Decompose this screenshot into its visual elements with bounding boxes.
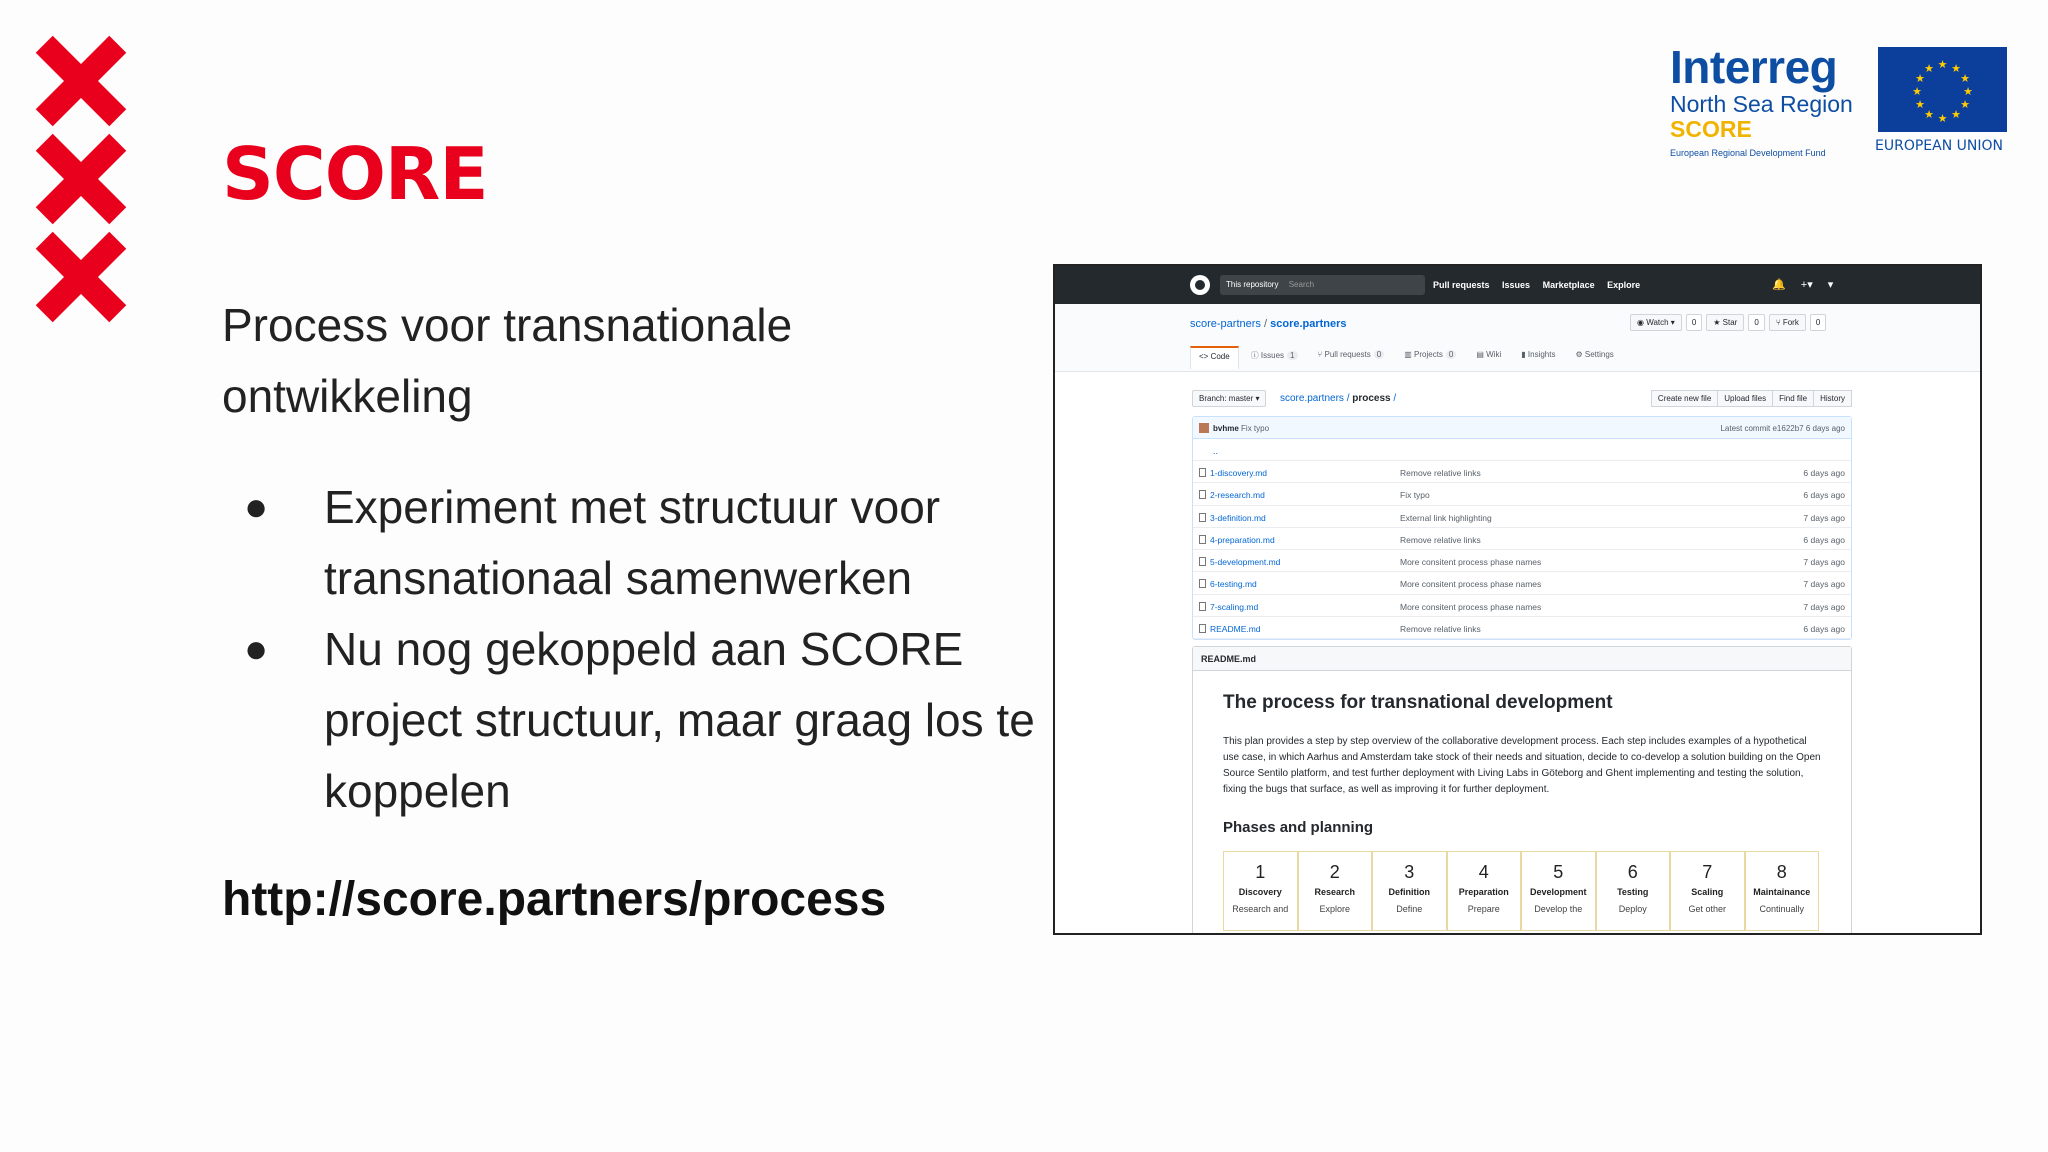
file-icon bbox=[1199, 557, 1206, 566]
file-name-link[interactable]: 2-research.md bbox=[1210, 490, 1265, 501]
phase-name: Testing bbox=[1617, 887, 1649, 897]
nav-issues[interactable]: Issues bbox=[1502, 280, 1531, 290]
file-row[interactable] bbox=[1193, 595, 1851, 617]
star-button[interactable]: ★ Star bbox=[1706, 314, 1744, 331]
svg-text:★: ★ bbox=[1937, 58, 1948, 71]
nav-explore[interactable]: Explore bbox=[1607, 280, 1641, 290]
file-table bbox=[1192, 416, 1852, 640]
svg-text:★: ★ bbox=[1912, 85, 1922, 98]
file-row[interactable] bbox=[1193, 528, 1851, 550]
github-screenshot bbox=[1053, 264, 1982, 935]
file-age: 7 days ago bbox=[1803, 601, 1845, 612]
eu-stars-icon bbox=[1878, 47, 2007, 132]
watch-count[interactable]: 0 bbox=[1686, 314, 1702, 331]
logo-brand: Interreg bbox=[1670, 41, 1838, 93]
tab-issues-label: ⓘ Issues bbox=[1250, 351, 1285, 360]
fork-button[interactable]: ⑂ Fork bbox=[1769, 314, 1806, 331]
phase-name: Definition bbox=[1388, 887, 1430, 897]
file-buttons bbox=[1652, 390, 1852, 407]
file-icon bbox=[1199, 624, 1206, 633]
repo-actions bbox=[1630, 314, 1826, 331]
breadcrumb-trail: / bbox=[1393, 393, 1397, 404]
nav-marketplace[interactable]: Marketplace bbox=[1542, 280, 1595, 290]
phases-table bbox=[1223, 851, 1819, 931]
top-nav bbox=[1433, 280, 1650, 290]
phase-number: 3 bbox=[1404, 862, 1415, 882]
phase-cell bbox=[1596, 851, 1671, 931]
phase-name: Research bbox=[1314, 887, 1356, 897]
phase-cell bbox=[1447, 851, 1522, 931]
file-age: 6 days ago bbox=[1803, 490, 1845, 501]
file-age: 7 days ago bbox=[1803, 512, 1845, 523]
phase-number: 6 bbox=[1627, 862, 1638, 882]
issues-count: 1 bbox=[1287, 351, 1297, 360]
file-name-link[interactable]: 4-preparation.md bbox=[1210, 534, 1275, 545]
phase-cell bbox=[1298, 851, 1373, 931]
file-name-link[interactable]: 1-discovery.md bbox=[1210, 468, 1267, 478]
cross-icon bbox=[38, 38, 124, 124]
search-scope: This repository bbox=[1226, 280, 1279, 289]
phase-description: Explore bbox=[1319, 904, 1350, 914]
bullet-icon: ● bbox=[244, 627, 269, 671]
readme-paragraph: This plan provides a step by step overview of the collaborative development process. Each step includes examples of a hypothetical use case, in which Aarhus and Amsterdam take stock of their needs and situation, decide to co-develop a solution building on the Open Source Sentilo platform, and test further deployment with Living Labs in Göteborg and Ghent implementing and testing the solution, fixing the bugs that surface, as well as improving it for further deployment. bbox=[1223, 736, 1821, 795]
header-right bbox=[1772, 278, 1845, 291]
tab-wiki[interactable]: ▤ Wiki bbox=[1476, 350, 1502, 359]
logo-region: North Sea Region bbox=[1670, 91, 1853, 117]
process-url-link[interactable]: http://score.partners/process bbox=[222, 873, 887, 926]
file-row[interactable] bbox=[1193, 506, 1851, 528]
branch-select[interactable]: Branch: master ▾ bbox=[1192, 390, 1266, 407]
phase-description: Define bbox=[1396, 904, 1423, 914]
svg-text:★: ★ bbox=[1960, 98, 1970, 111]
phase-name: Scaling bbox=[1691, 887, 1724, 897]
file-name-link[interactable]: 7-scaling.md bbox=[1210, 601, 1259, 612]
cross-icon bbox=[38, 234, 124, 320]
slide-intro: Process voor transnationale ontwikkeling bbox=[222, 299, 793, 422]
breadcrumb-repo-link[interactable]: score.partners bbox=[1280, 393, 1344, 404]
svg-text:★: ★ bbox=[1963, 85, 1973, 98]
tab-projects-label: ▥ Projects bbox=[1404, 350, 1443, 359]
tab-pull-requests[interactable] bbox=[1310, 346, 1393, 369]
svg-text:★: ★ bbox=[1915, 98, 1925, 111]
file-icon bbox=[1199, 579, 1206, 588]
phase-cell bbox=[1745, 851, 1820, 931]
logo-fund: European Regional Development Fund bbox=[1670, 148, 1826, 158]
file-commit-message[interactable]: More consitent process phase names bbox=[1400, 601, 1542, 612]
phase-name: Discovery bbox=[1238, 887, 1282, 897]
file-age: 6 days ago bbox=[1803, 534, 1845, 545]
tab-settings[interactable]: ⚙ Settings bbox=[1575, 350, 1614, 359]
phase-name: Preparation bbox=[1458, 887, 1509, 897]
commit-message[interactable]: Fix typo bbox=[1241, 424, 1270, 433]
phase-number: 8 bbox=[1776, 862, 1787, 882]
file-commit-message[interactable]: Remove relative links bbox=[1400, 534, 1481, 545]
phase-cell bbox=[1223, 851, 1298, 931]
file-icon bbox=[1199, 535, 1206, 544]
repo-header bbox=[1055, 304, 1980, 372]
file-row[interactable] bbox=[1193, 572, 1851, 594]
latest-commit[interactable]: Latest commit e1622b7 6 days ago bbox=[1720, 424, 1845, 433]
bell-icon[interactable]: 🔔 bbox=[1772, 279, 1786, 291]
readme-subtitle: Phases and planning bbox=[1223, 819, 1374, 836]
tab-pulls-label: ⑂ Pull requests bbox=[1317, 350, 1371, 359]
file-icon bbox=[1199, 513, 1206, 522]
file-age: 7 days ago bbox=[1803, 579, 1845, 590]
star-count[interactable]: 0 bbox=[1748, 314, 1764, 331]
readme-header: README.md bbox=[1193, 647, 1851, 671]
phase-number: 1 bbox=[1255, 862, 1266, 882]
latest-commit-bar bbox=[1193, 417, 1851, 439]
github-logo-icon[interactable] bbox=[1190, 275, 1210, 295]
search-input[interactable] bbox=[1220, 275, 1425, 295]
file-row[interactable] bbox=[1193, 617, 1851, 639]
file-navigation bbox=[1192, 390, 1852, 410]
watch-button[interactable]: ◉ Watch ▾ bbox=[1630, 314, 1682, 331]
tab-projects[interactable] bbox=[1396, 346, 1464, 369]
readme-title: The process for transnational development bbox=[1223, 692, 1613, 713]
phase-description: Research and bbox=[1232, 904, 1289, 914]
upload-files-button[interactable]: Upload files bbox=[1717, 390, 1773, 407]
phase-description: Deploy bbox=[1618, 904, 1647, 914]
bullet-item bbox=[240, 472, 1040, 614]
breadcrumb-separator: / bbox=[1346, 393, 1350, 404]
file-row[interactable] bbox=[1193, 483, 1851, 505]
phase-number: 5 bbox=[1553, 862, 1564, 882]
commit-info bbox=[1213, 424, 1269, 433]
logo-text bbox=[1670, 41, 1870, 158]
bullet-icon: ● bbox=[244, 485, 269, 529]
svg-text:★: ★ bbox=[1924, 108, 1934, 121]
cross-icon bbox=[38, 136, 124, 222]
tab-insights[interactable]: ▮ Insights bbox=[1521, 350, 1556, 359]
phase-cell bbox=[1521, 851, 1596, 931]
phase-description: Develop the bbox=[1534, 904, 1583, 914]
file-age: 7 days ago bbox=[1803, 557, 1845, 568]
tab-issues[interactable] bbox=[1243, 346, 1306, 369]
file-icon bbox=[1199, 602, 1206, 611]
commit-author[interactable]: bvhme bbox=[1213, 424, 1239, 433]
file-icon bbox=[1199, 468, 1206, 477]
github-header bbox=[1055, 266, 1980, 304]
search-placeholder: Search bbox=[1288, 280, 1315, 289]
bullet-list bbox=[240, 472, 1040, 827]
phase-description: Continually bbox=[1759, 904, 1805, 914]
logo-eu-label: EUROPEAN UNION bbox=[1875, 138, 2003, 154]
phase-cell bbox=[1670, 851, 1745, 931]
repo-name-link[interactable]: score.partners bbox=[1270, 318, 1347, 330]
svg-text:★: ★ bbox=[1937, 112, 1948, 125]
svg-text:★: ★ bbox=[1915, 72, 1925, 85]
find-file-button[interactable]: Find file bbox=[1772, 390, 1814, 407]
file-commit-message[interactable]: Remove relative links bbox=[1400, 468, 1481, 478]
phase-number: 7 bbox=[1702, 862, 1713, 882]
slide-title: SCORE bbox=[222, 132, 488, 216]
repo-owner-link[interactable]: score-partners bbox=[1190, 318, 1261, 330]
bullet-item bbox=[240, 614, 1040, 827]
tab-code[interactable]: <> Code bbox=[1190, 346, 1239, 369]
author-avatar bbox=[1199, 423, 1209, 433]
pulls-count: 0 bbox=[1374, 350, 1384, 359]
readme-panel bbox=[1192, 646, 1852, 935]
fork-count[interactable]: 0 bbox=[1810, 314, 1826, 331]
svg-text:★: ★ bbox=[1951, 62, 1961, 75]
phase-number: 2 bbox=[1329, 862, 1340, 882]
svg-text:★: ★ bbox=[1924, 62, 1934, 75]
phase-description: Get other bbox=[1688, 904, 1727, 914]
file-name-link[interactable]: README.md bbox=[1210, 624, 1261, 635]
projects-count: 0 bbox=[1446, 350, 1456, 359]
file-row[interactable] bbox=[1193, 461, 1851, 483]
repo-path bbox=[1190, 318, 1347, 330]
repo-tabs bbox=[1190, 346, 1626, 369]
interreg-logo bbox=[1670, 41, 2010, 162]
parent-directory-link[interactable]: .. bbox=[1193, 439, 1851, 461]
eu-flag-icon bbox=[1878, 47, 2007, 132]
svg-text:★: ★ bbox=[1960, 72, 1970, 85]
file-icon bbox=[1199, 490, 1206, 499]
file-commit-message[interactable]: Remove relative links bbox=[1400, 624, 1481, 635]
file-name-link[interactable]: 3-definition.md bbox=[1210, 512, 1266, 523]
breadcrumb bbox=[1280, 393, 1396, 404]
file-commit-message[interactable]: More consitent process phase names bbox=[1400, 579, 1542, 590]
amsterdam-crosses bbox=[38, 38, 124, 332]
phase-cell bbox=[1372, 851, 1447, 931]
phase-name: Maintainance bbox=[1753, 887, 1811, 897]
file-commit-message[interactable]: More consitent process phase names bbox=[1400, 557, 1542, 568]
bullet-text: Nu nog gekoppeld aan SCORE project structuur, maar graag los te koppelen bbox=[324, 623, 1035, 817]
file-age: 6 days ago bbox=[1803, 624, 1845, 635]
logo-project: SCORE bbox=[1670, 116, 1752, 142]
repo-path-separator: / bbox=[1263, 318, 1268, 330]
file-name-link[interactable]: 5-development.md bbox=[1210, 557, 1281, 568]
file-commit-message[interactable]: Fix typo bbox=[1400, 490, 1430, 501]
file-row[interactable] bbox=[1193, 550, 1851, 572]
file-rows bbox=[1193, 461, 1851, 639]
phase-name: Development bbox=[1529, 887, 1587, 897]
svg-text:★: ★ bbox=[1951, 108, 1961, 121]
breadcrumb-folder: process bbox=[1352, 393, 1391, 404]
history-button[interactable]: History bbox=[1813, 390, 1852, 407]
avatar[interactable]: ▾ bbox=[1827, 279, 1834, 291]
plus-icon[interactable]: +▾ bbox=[1800, 279, 1813, 291]
bullet-text: Experiment met structuur voor transnationaal samenwerken bbox=[324, 481, 941, 604]
nav-pull-requests[interactable]: Pull requests bbox=[1433, 280, 1490, 290]
create-file-button[interactable]: Create new file bbox=[1651, 390, 1718, 407]
file-name-link[interactable]: 6-testing.md bbox=[1210, 579, 1257, 590]
phase-number: 4 bbox=[1478, 862, 1489, 882]
file-commit-message[interactable]: External link highlighting bbox=[1400, 512, 1492, 523]
phase-description: Prepare bbox=[1467, 904, 1500, 914]
file-age: 6 days ago bbox=[1803, 468, 1845, 478]
